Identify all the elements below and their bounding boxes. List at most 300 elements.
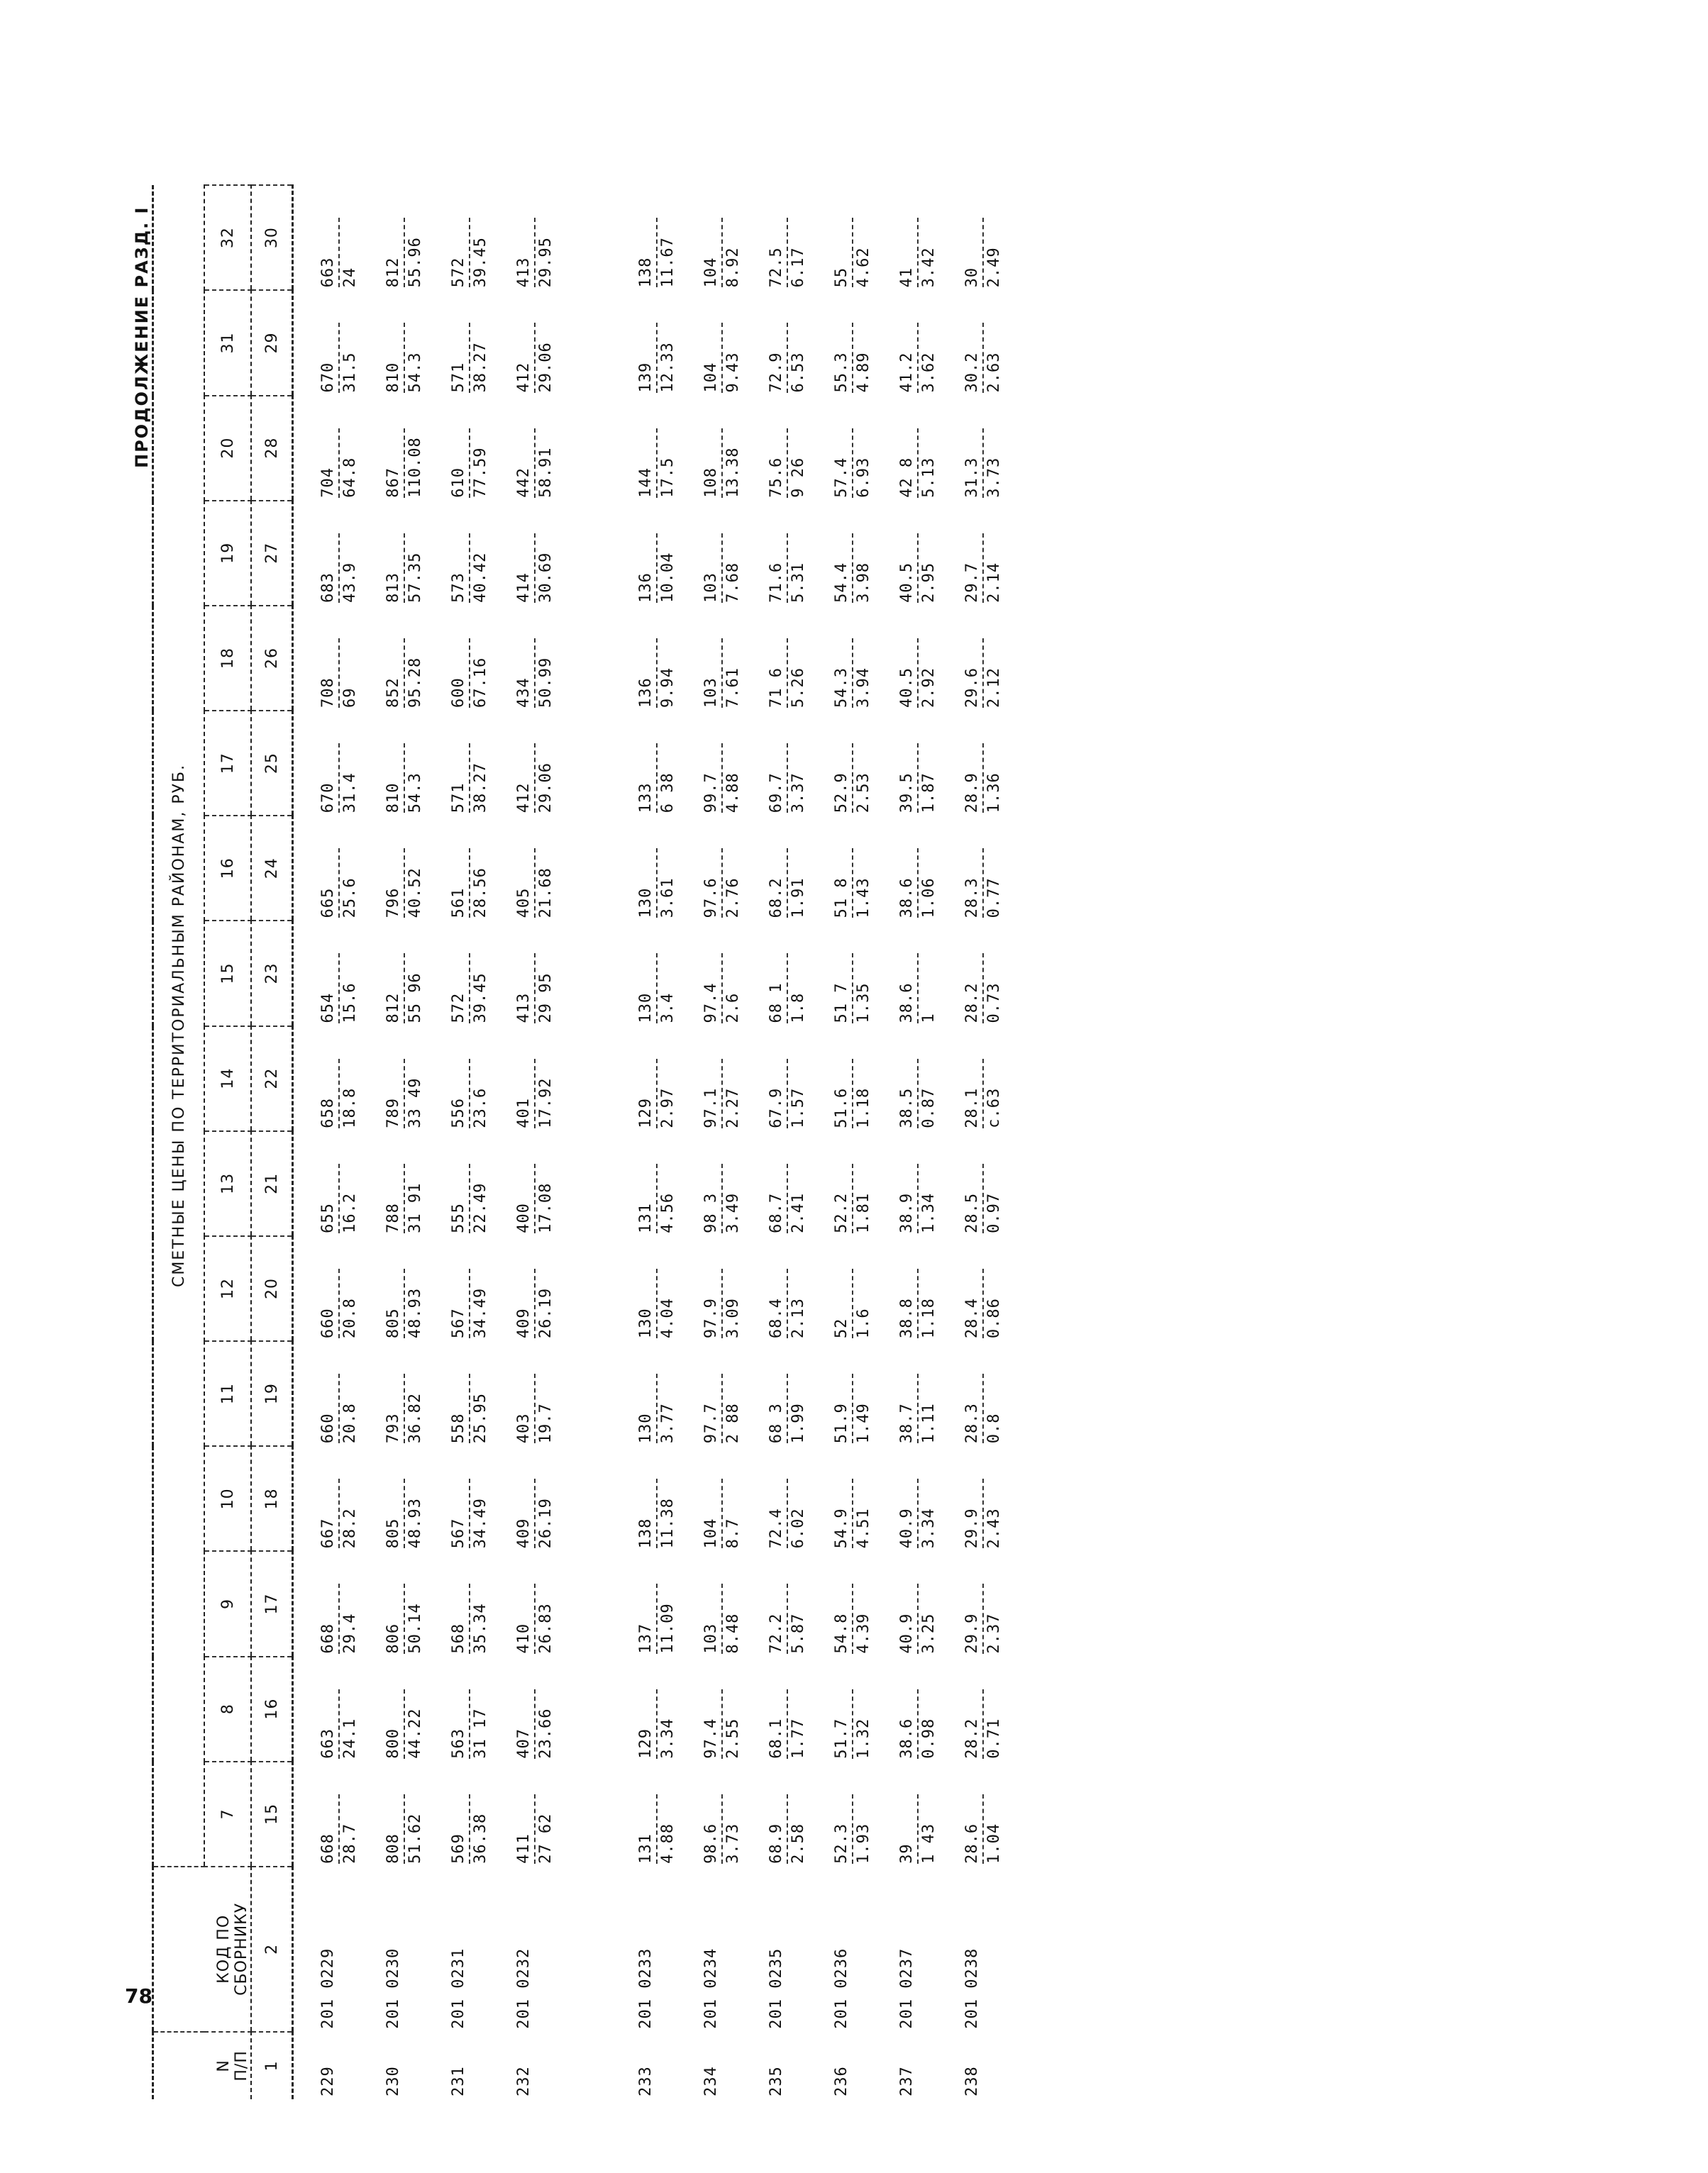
price-cell [872,1762,938,1867]
price-value: 68 1 [767,982,785,1023]
region-header: 14 [204,1026,251,1131]
fraction-rule [852,1479,853,1548]
price-secondary: 2.6 [724,992,742,1023]
fraction-rule [852,1059,853,1128]
fraction-rule [982,1374,984,1443]
price-value: 668 [319,1833,337,1864]
price-value: 51.9 [833,1403,850,1444]
price-secondary: 9 26 [789,457,807,498]
price-secondary: 48.93 [406,1498,424,1549]
price-value: 654 [319,992,337,1023]
price-value: 40.9 [898,1613,916,1654]
price-value: 568 [450,1623,467,1654]
price-value: 852 [384,677,402,708]
region-header: 19 [204,501,251,606]
fraction-rule [404,1479,405,1548]
price-value: 130 [637,1413,655,1444]
price-secondary: 1.99 [789,1403,807,1444]
price-cell [359,396,424,501]
fraction-rule [404,323,405,392]
fraction-rule [917,218,919,287]
price-cell [677,606,742,711]
price-value: 52 [833,1318,850,1339]
price-value: 71.6 [767,562,785,603]
row-number: 234 [702,2066,720,2096]
row-number: 236 [833,2066,850,2096]
table-body [293,185,1004,2099]
price-value: 867 [384,467,402,498]
price-cell [489,1026,555,1131]
region-header: 17 [204,711,251,816]
column-number: 30 [251,185,293,290]
price-cell [293,396,360,501]
price-cell [872,185,938,290]
price-cell [807,1341,872,1446]
price-cell [359,711,424,816]
price-secondary: 20.8 [341,1403,359,1444]
price-cell [611,1446,677,1551]
price-cell [424,606,489,711]
fraction-rule [338,1269,340,1338]
region-header-row [204,185,251,2099]
fraction-rule [787,1584,788,1653]
price-secondary: 3.25 [920,1613,938,1654]
price-cell [938,290,1003,395]
table-row [611,185,677,2099]
fraction-rule [469,533,470,603]
price-value: 131 [637,1203,655,1233]
row-code: 201 0237 [898,1947,916,2029]
fraction-rule [404,848,405,918]
price-cell [293,1657,360,1762]
price-secondary: 4.88 [724,772,742,813]
price-cell [611,606,677,711]
price-value: 52.2 [833,1192,850,1233]
fraction-rule [852,1269,853,1338]
price-value: 708 [319,677,337,708]
price-cell [677,1131,742,1236]
fraction-rule [852,848,853,918]
price-secondary: 3.61 [659,877,677,918]
price-value: 810 [384,782,402,813]
price-value: 136 [637,572,655,603]
price-value: 30.2 [963,352,981,393]
price-secondary: 3.4 [659,992,677,1023]
price-secondary: 1.57 [789,1087,807,1128]
price-secondary: 18.8 [341,1087,359,1128]
price-cell [359,921,424,1026]
price-secondary: 2.58 [789,1823,807,1864]
row-code: 201 0236 [833,1947,850,2029]
price-secondary: 0.87 [920,1087,938,1128]
price-value: 407 [515,1728,533,1759]
price-secondary: 17.5 [659,457,677,498]
price-cell [424,711,489,816]
price-secondary: c.63 [985,1087,1003,1128]
price-secondary: 25.6 [341,877,359,918]
price-secondary: 26.83 [537,1603,555,1654]
price-value: 38.9 [898,1192,916,1233]
price-secondary: 23.66 [537,1708,555,1759]
price-secondary: 8.7 [724,1518,742,1549]
fraction-rule [469,218,470,287]
price-cell [677,816,742,921]
price-cell [293,711,360,816]
price-cell [293,185,360,290]
fraction-rule [982,638,984,708]
fraction-rule [917,1164,919,1233]
price-cell [872,711,938,816]
price-cell [938,921,1003,1026]
price-secondary: 1 [920,1013,938,1023]
price-secondary: 39.45 [472,237,489,288]
price-value: 808 [384,1833,402,1864]
fraction-rule [656,323,658,392]
table-row [359,185,424,2099]
region-header: 16 [204,816,251,921]
price-value: 38.5 [898,1087,916,1128]
fraction-rule [469,953,470,1023]
fraction-rule [469,1269,470,1338]
price-secondary: 1.91 [789,877,807,918]
price-secondary: 26.19 [537,1287,555,1339]
column-number: 17 [251,1551,293,1656]
price-secondary: 31.5 [341,352,359,393]
fraction-rule [338,428,340,498]
price-secondary: 12.33 [659,342,677,393]
price-secondary: 2.27 [724,1087,742,1128]
price-cell [938,1762,1003,1867]
price-secondary: 110.08 [406,437,424,498]
price-value: 103 [702,572,720,603]
fraction-rule [656,1374,658,1443]
price-cell [742,1446,807,1551]
price-secondary: 3.34 [920,1508,938,1549]
row-code: 201 0235 [767,1947,785,2029]
price-secondary: 67.16 [472,657,489,708]
fraction-rule [656,1479,658,1548]
column-number: 29 [251,290,293,395]
fraction-rule [338,1479,340,1548]
price-secondary: 57.35 [406,552,424,603]
price-secondary: 20.8 [341,1298,359,1339]
fraction-rule [982,953,984,1023]
price-value: 55 [833,267,850,288]
fraction-rule [404,533,405,603]
fraction-rule [852,533,853,603]
price-value: 555 [450,1203,467,1233]
fraction-rule [534,1374,536,1443]
price-value: 98 3 [702,1192,720,1233]
price-secondary: 34.49 [472,1498,489,1549]
fraction-rule [469,638,470,708]
price-value: 558 [450,1413,467,1444]
price-cell [293,921,360,1026]
price-cell [807,290,872,395]
price-secondary: 1.06 [920,877,938,918]
price-cell [807,1657,872,1762]
price-value: 410 [515,1623,533,1654]
fraction-rule [534,1689,536,1759]
price-cell [677,396,742,501]
price-value: 38.6 [898,982,916,1023]
row-number: 232 [515,2066,533,2096]
price-cell [807,1762,872,1867]
fraction-rule [721,1794,723,1864]
price-secondary: 69 [341,687,359,708]
rotated-table-sheet [132,57,1698,2099]
fraction-rule [917,428,919,498]
price-value: 572 [450,257,467,288]
fraction-rule [917,1059,919,1128]
price-value: 97.1 [702,1087,720,1128]
fraction-rule [917,1269,919,1338]
price-cell [807,185,872,290]
price-value: 39.5 [898,772,916,813]
price-value: 51.6 [833,1087,850,1128]
price-cell [489,711,555,816]
price-cell [489,185,555,290]
fraction-rule [404,428,405,498]
fraction-rule [917,1794,919,1864]
price-cell [293,1236,360,1341]
price-value: 54.8 [833,1613,850,1654]
price-value: 805 [384,1308,402,1339]
price-secondary: 29 95 [537,972,555,1023]
price-value: 28.2 [963,982,981,1023]
price-value: 51.7 [833,1718,850,1759]
price-secondary: 43.9 [341,562,359,603]
fraction-rule [721,1584,723,1653]
fraction-rule [404,1059,405,1128]
price-cell [677,1236,742,1341]
price-secondary: 40.42 [472,552,489,603]
fraction-rule [852,1689,853,1759]
price-secondary: 1 43 [920,1823,938,1864]
fraction-rule [469,1164,470,1233]
price-secondary: 38.27 [472,342,489,393]
price-cell [359,1657,424,1762]
fraction-rule [338,323,340,392]
fraction-rule [656,428,658,498]
price-value: 28.5 [963,1192,981,1233]
fraction-rule [787,323,788,392]
price-secondary: 1.18 [920,1298,938,1339]
price-secondary: 15.6 [341,982,359,1023]
fraction-rule [656,1164,658,1233]
price-value: 31.3 [963,457,981,498]
price-cell [938,1551,1003,1656]
price-value: 108 [702,467,720,498]
price-value: 133 [637,782,655,813]
fraction-rule [338,533,340,603]
fraction-rule [787,743,788,813]
price-cell [424,1236,489,1341]
price-cell [489,290,555,395]
price-value: 28.4 [963,1298,981,1339]
row-code: 201 0230 [384,1947,402,2029]
price-secondary: 33 49 [406,1077,424,1128]
price-cell [359,1446,424,1551]
fraction-rule [917,743,919,813]
price-cell [872,501,938,606]
price-cell [807,501,872,606]
price-value: 52.3 [833,1823,850,1864]
fraction-rule [917,1479,919,1548]
price-value: 68.2 [767,877,785,918]
price-secondary: 4.39 [855,1613,872,1654]
fraction-rule [787,848,788,918]
price-secondary: 28.2 [341,1508,359,1549]
fraction-rule [787,638,788,708]
price-cell [677,1657,742,1762]
fraction-rule [721,743,723,813]
fraction-rule [721,428,723,498]
price-secondary: 16.2 [341,1192,359,1233]
price-value: 412 [515,362,533,393]
price-value: 413 [515,992,533,1023]
price-secondary: 2.76 [724,877,742,918]
price-value: 411 [515,1833,533,1864]
price-cell [611,290,677,395]
price-value: 806 [384,1623,402,1654]
price-table [152,184,1003,2099]
price-cell [611,711,677,816]
header-n: N П/П [153,2032,252,2099]
price-cell [489,1446,555,1551]
fraction-rule [852,638,853,708]
price-value: 409 [515,1308,533,1339]
price-cell [872,1341,938,1446]
column-number: 15 [251,1762,293,1867]
region-header: 10 [204,1446,251,1551]
price-value: 72.2 [767,1613,785,1654]
row-number: 229 [319,2066,337,2096]
price-secondary: 1.8 [789,992,807,1023]
fraction-rule [656,1584,658,1653]
column-number: 27 [251,501,293,606]
price-secondary: 17.08 [537,1182,555,1233]
price-value: 600 [450,677,467,708]
fraction-rule [917,638,919,708]
price-value: 800 [384,1728,402,1759]
fraction-rule [404,1689,405,1759]
region-header: 12 [204,1236,251,1341]
price-cell [742,606,807,711]
fraction-rule [852,1374,853,1443]
price-value: 68.9 [767,1823,785,1864]
fraction-rule [852,218,853,287]
price-cell [872,290,938,395]
price-cell [872,1446,938,1551]
price-cell [611,816,677,921]
column-number: 24 [251,816,293,921]
price-value: 129 [637,1097,655,1128]
price-cell [807,1236,872,1341]
fraction-rule [404,638,405,708]
fraction-rule [404,1584,405,1653]
price-secondary: 9.43 [724,352,742,393]
price-secondary: 0.97 [985,1192,1003,1233]
price-value: 68.4 [767,1298,785,1339]
column-number: 26 [251,606,293,711]
fraction-rule [982,1794,984,1864]
row-code: 201 0229 [319,1947,337,2029]
fraction-rule [534,1584,536,1653]
row-number: 238 [963,2066,981,2096]
price-secondary: 0.86 [985,1298,1003,1339]
column-number: 18 [251,1446,293,1551]
price-cell [742,1762,807,1867]
price-value: 38.6 [898,1718,916,1759]
price-secondary: 34.49 [472,1287,489,1339]
price-value: 789 [384,1097,402,1128]
price-value: 29.9 [963,1613,981,1654]
price-secondary: 2.92 [920,667,938,708]
region-header: 7 [204,1762,251,1867]
price-value: 563 [450,1728,467,1759]
price-cell [938,1131,1003,1236]
price-value: 68 3 [767,1403,785,1444]
price-cell [424,1657,489,1762]
header-code: КОД ПО СБОРНИКУ [153,1867,252,2032]
price-value: 556 [450,1097,467,1128]
price-value: 51 7 [833,982,850,1023]
price-secondary: 1.43 [855,877,872,918]
price-secondary: 24 [341,267,359,288]
table-row [938,185,1003,2099]
price-value: 136 [637,677,655,708]
price-secondary: 3.73 [724,1823,742,1864]
fraction-rule [982,323,984,392]
price-secondary: 7.61 [724,667,742,708]
price-cell [424,1131,489,1236]
fraction-rule [787,1059,788,1128]
price-value: 670 [319,782,337,813]
price-cell [611,501,677,606]
fraction-rule [721,1374,723,1443]
price-secondary: 50.14 [406,1603,424,1654]
price-value: 72.4 [767,1508,785,1549]
price-value: 38.6 [898,877,916,918]
price-value: 793 [384,1413,402,1444]
price-cell [807,606,872,711]
price-value: 670 [319,362,337,393]
price-value: 104 [702,257,720,288]
price-cell [611,1341,677,1446]
price-value: 28.1 [963,1087,981,1128]
fraction-rule [787,218,788,287]
price-value: 569 [450,1833,467,1864]
price-value: 28.3 [963,1403,981,1444]
price-secondary: 2.13 [789,1298,807,1339]
price-value: 663 [319,1728,337,1759]
fraction-rule [917,953,919,1023]
fraction-rule [338,953,340,1023]
column-number: 28 [251,396,293,501]
price-cell [938,816,1003,921]
fraction-rule [534,218,536,287]
price-secondary: 36.82 [406,1393,424,1444]
price-value: 442 [515,467,533,498]
price-value: 38.7 [898,1403,916,1444]
price-cell [742,396,807,501]
price-cell [611,921,677,1026]
price-secondary: 2.43 [985,1508,1003,1549]
price-value: 104 [702,362,720,393]
price-secondary: 2.55 [724,1718,742,1759]
price-secondary: 1.93 [855,1823,872,1864]
